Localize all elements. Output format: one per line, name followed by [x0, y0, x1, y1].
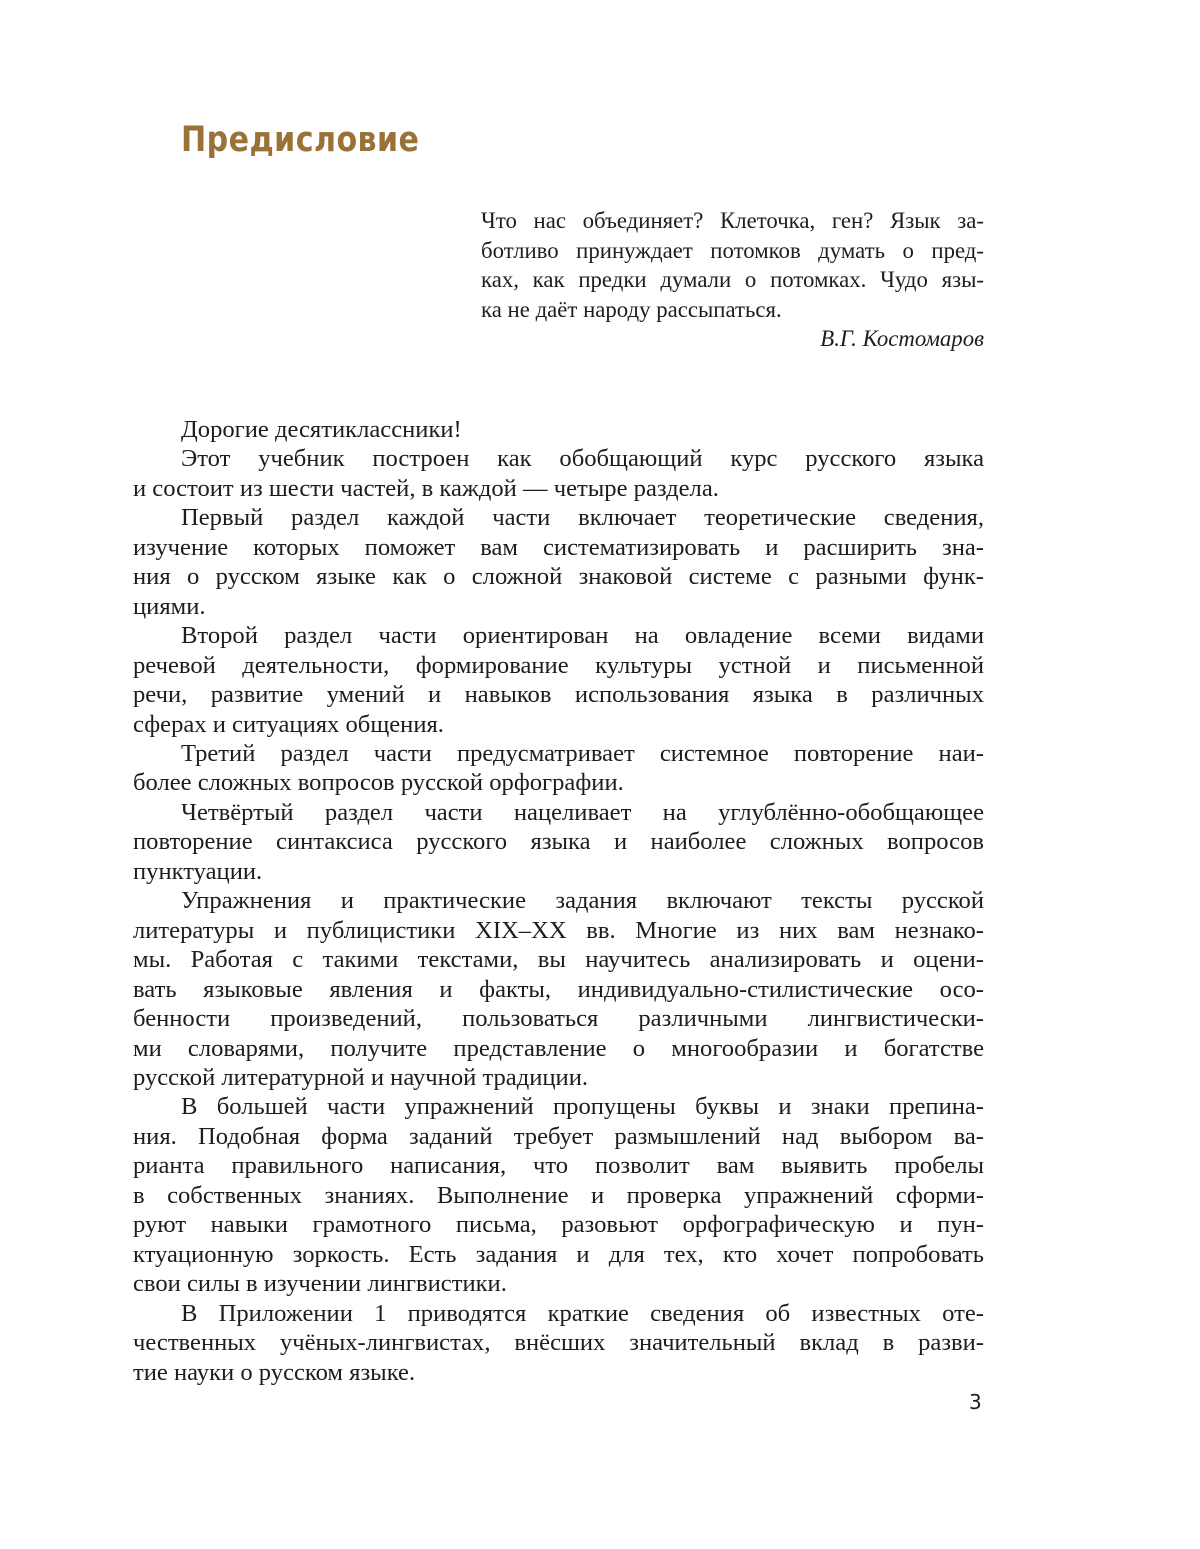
body-line: руют навыки грамотного письма, разовьют орфографическую и пун-: [133, 1211, 984, 1239]
body-line: и состоит из шести частей, в каждой — четыре раздела.: [133, 474, 719, 502]
body-line: ния. Подобная форма заданий требует размышлений над выбором ва-: [133, 1122, 984, 1150]
body-line: русской литературной и научной традиции.: [133, 1063, 589, 1091]
body-line: более сложных вопросов русской орфографии.: [133, 769, 624, 797]
body-line: тие науки о русском языке.: [133, 1358, 416, 1386]
page-title: Предисловие: [181, 120, 420, 160]
body-line: Дорогие десятиклассники!: [181, 416, 462, 443]
body-line: речи, развитие умений и навыков использования языка в различных: [133, 681, 984, 709]
body-line: циями.: [133, 592, 206, 620]
body-line: ния о русском языке как о сложной знаковой системе с разными функ-: [133, 563, 984, 591]
body-line: речевой деятельности, формирование культуры устной и письменной: [133, 651, 984, 679]
epigraph-line: ка не даёт народу рассыпаться.: [481, 296, 782, 322]
body-line: В Приложении 1 приводятся краткие сведения об известных оте-: [181, 1299, 984, 1327]
body-line: рианта правильного написания, что позволит вам выявить пробелы: [133, 1152, 984, 1180]
body-line: Третий раздел части предусматривает системное повторение наи-: [181, 739, 984, 767]
body-line: литературы и публицистики XIX–XX вв. Многие из них вам незнако-: [133, 916, 984, 944]
body-line: Упражнения и практические задания включают тексты русской: [181, 887, 984, 915]
body-line: вать языковые явления и факты, индивидуально-стилистические осо-: [133, 975, 984, 1003]
body-line: Второй раздел части ориентирован на овладение всеми видами: [181, 622, 984, 650]
epigraph-line: Что нас объединяет? Клеточка, ген? Язык за-: [481, 208, 984, 233]
body-line: сферах и ситуациях общения.: [133, 710, 444, 738]
epigraph: [481, 206, 984, 354]
epigraph-line: ках, как предки думали о потомках. Чудо язы-: [481, 267, 984, 293]
epigraph-author: В.Г. Костомаров: [820, 326, 984, 352]
body-line: свои силы в изучении лингвистики.: [133, 1270, 507, 1298]
body-line: ктуационную зоркость. Есть задания и для тех, кто хочет попробовать: [133, 1240, 984, 1268]
body-line: в собственных знаниях. Выполнение и проверка упражнений сформи-: [133, 1181, 984, 1209]
body-line: Первый раздел каждой части включает теоретические сведения,: [181, 504, 984, 532]
body-line: пунктуации.: [133, 857, 263, 885]
body-line: Четвёртый раздел части нацеливает на углублённо-обобщающее: [181, 798, 984, 826]
body-line: чественных учёных-лингвистах, внёсших значительный вклад в разви-: [133, 1329, 984, 1357]
body-text: [133, 415, 984, 1387]
body-line: изучение которых поможет вам систематизировать и расширить зна-: [133, 533, 984, 561]
page-number: 3: [969, 1390, 982, 1414]
body-line: В большей части упражнений пропущены буквы и знаки препина-: [181, 1093, 984, 1121]
body-line: бенности произведений, пользоваться различными лингвистически-: [133, 1005, 984, 1033]
body-line: Этот учебник построен как обобщающий курс русского языка: [181, 445, 984, 473]
body-line: повторение синтаксиса русского языка и наиболее сложных вопросов: [133, 828, 984, 856]
body-line: мы. Работая с такими текстами, вы научитесь анализировать и оцени-: [133, 946, 984, 974]
body-line: ми словарями, получите представление о многообразии и богатстве: [133, 1034, 984, 1062]
epigraph-line: ботливо принуждает потомков думать о пред-: [481, 237, 984, 263]
